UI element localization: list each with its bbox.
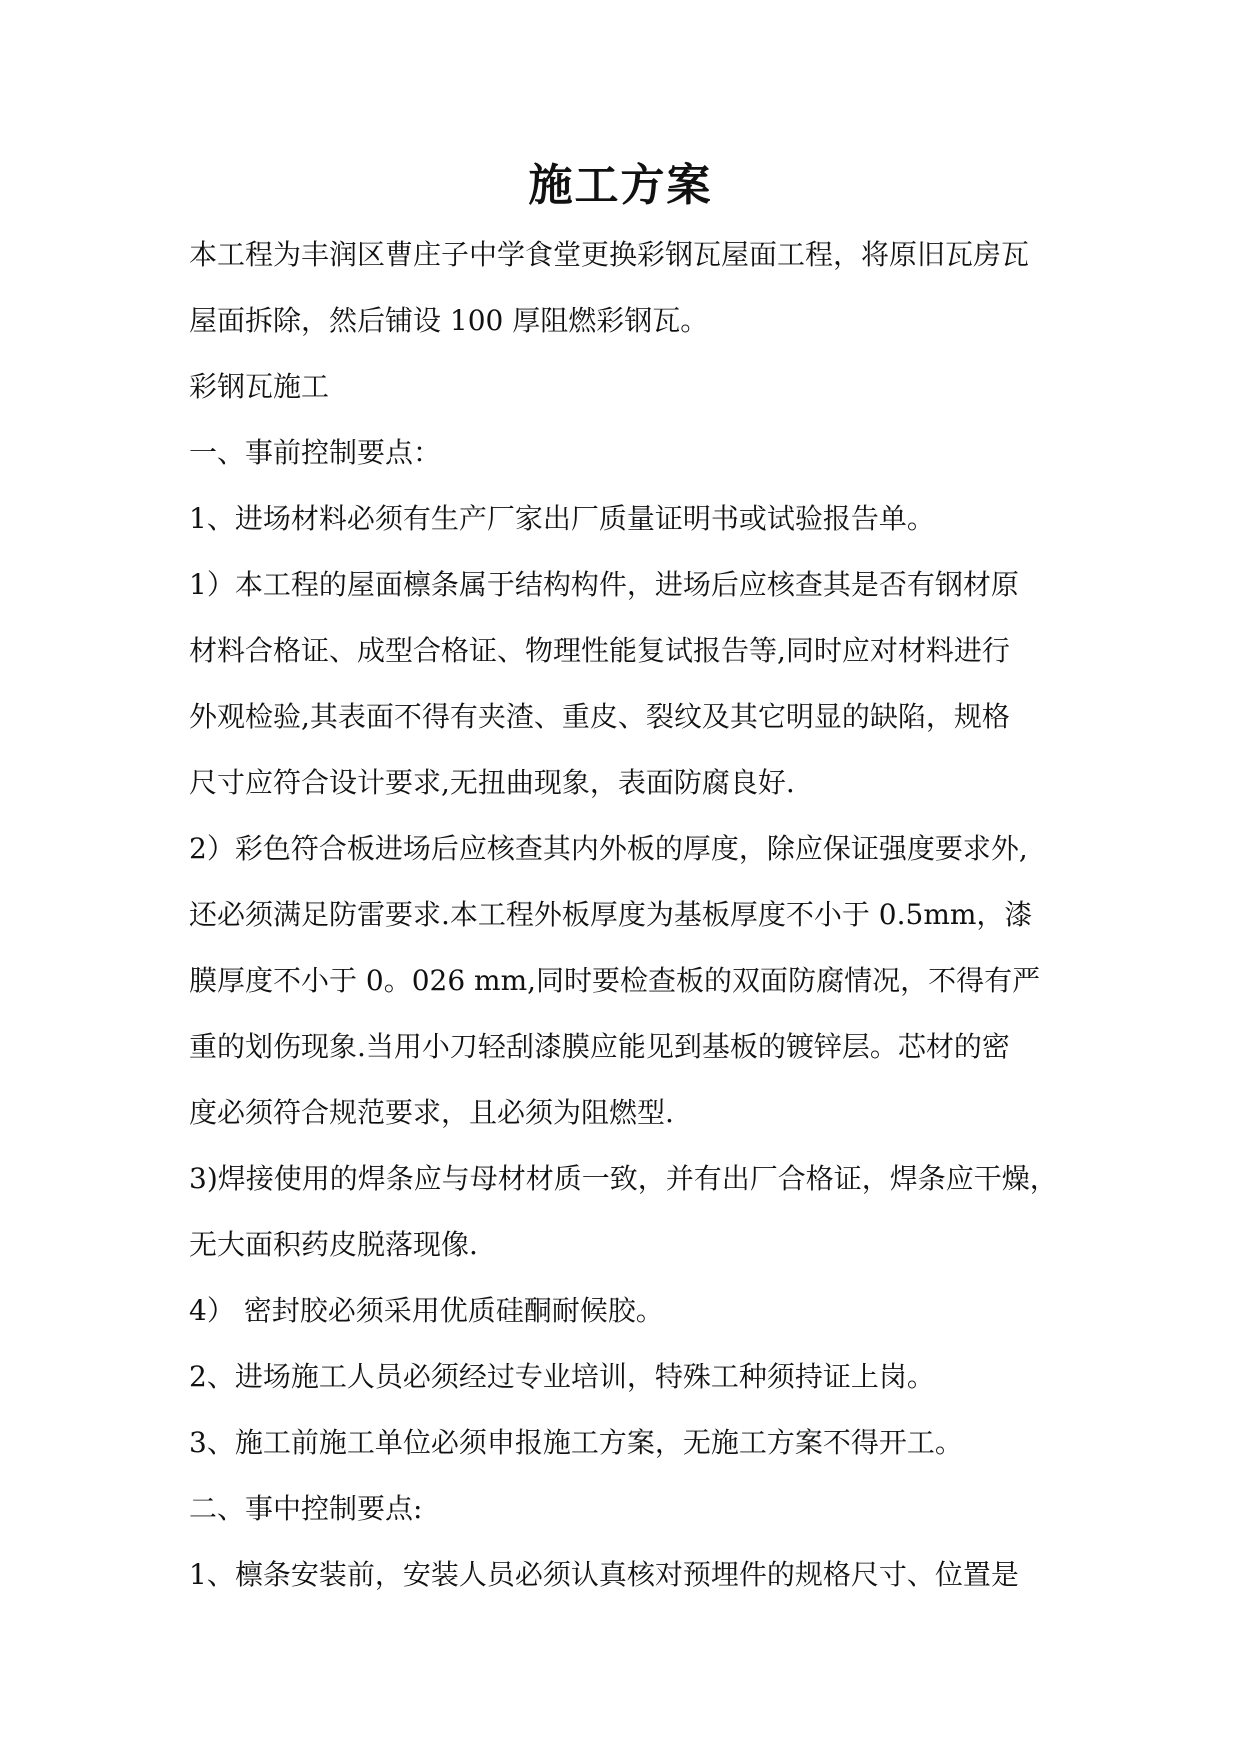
text-line: 3、施工前施工单位必须申报施工方案，无施工方案不得开工。 <box>189 1426 963 1459</box>
section-heading: 彩钢瓦施工 <box>189 370 330 403</box>
document-body <box>189 222 1069 1608</box>
text-line: 1、进场材料必须有生产厂家出厂质量证明书或试验报告单。 <box>189 502 935 535</box>
text-line: 重的划伤现象.当用小刀轻刮漆膜应能见到基板的镀锌层。芯材的密 <box>189 1030 1010 1063</box>
text-line: 材料合格证、成型合格证、物理性能复试报告等,同时应对材料进行 <box>189 634 1010 667</box>
text-line: 无大面积药皮脱落现像. <box>189 1228 478 1261</box>
text-line: 还必须满足防雷要求.本工程外板厚度为基板厚度不小于 0.5mm，漆 <box>189 898 1033 931</box>
text-line: 尺寸应符合设计要求,无扭曲现象，表面防腐良好. <box>189 766 795 799</box>
text-line: 1）本工程的屋面檩条属于结构构件，进场后应核查其是否有钢材原 <box>189 568 1019 601</box>
text-line: 屋面拆除，然后铺设 100 厚阻燃彩钢瓦。 <box>189 304 709 337</box>
section-heading: 一、事前控制要点： <box>189 436 442 469</box>
text-line: 1、檩条安装前，安装人员必须认真核对预埋件的规格尺寸、位置是 <box>189 1558 1019 1591</box>
text-line: 度必须符合规范要求，且必须为阻燃型. <box>189 1096 674 1129</box>
section-heading: 二、事中控制要点: <box>189 1492 423 1525</box>
text-line: 3)焊接使用的焊条应与母材材质一致，并有出厂合格证，焊条应干燥， <box>189 1162 1058 1195</box>
text-line: 4） 密封胶必须采用优质硅酮耐候胶。 <box>189 1294 664 1327</box>
text-line: 外观检验,其表面不得有夹渣、重皮、裂纹及其它明显的缺陷，规格 <box>189 700 1010 733</box>
text-line: 2、进场施工人员必须经过专业培训，特殊工种须持证上岗。 <box>189 1360 935 1393</box>
document-title: 施工方案 <box>528 160 713 211</box>
text-line: 膜厚度不小于 0。026 mm,同时要检查板的双面防腐情况，不得有严 <box>189 964 1041 997</box>
text-line: 本工程为丰润区曹庄子中学食堂更换彩钢瓦屋面工程，将原旧瓦房瓦 <box>189 238 1030 271</box>
text-line: 2）彩色符合板进场后应核查其内外板的厚度，除应保证强度要求外, <box>189 832 1028 865</box>
